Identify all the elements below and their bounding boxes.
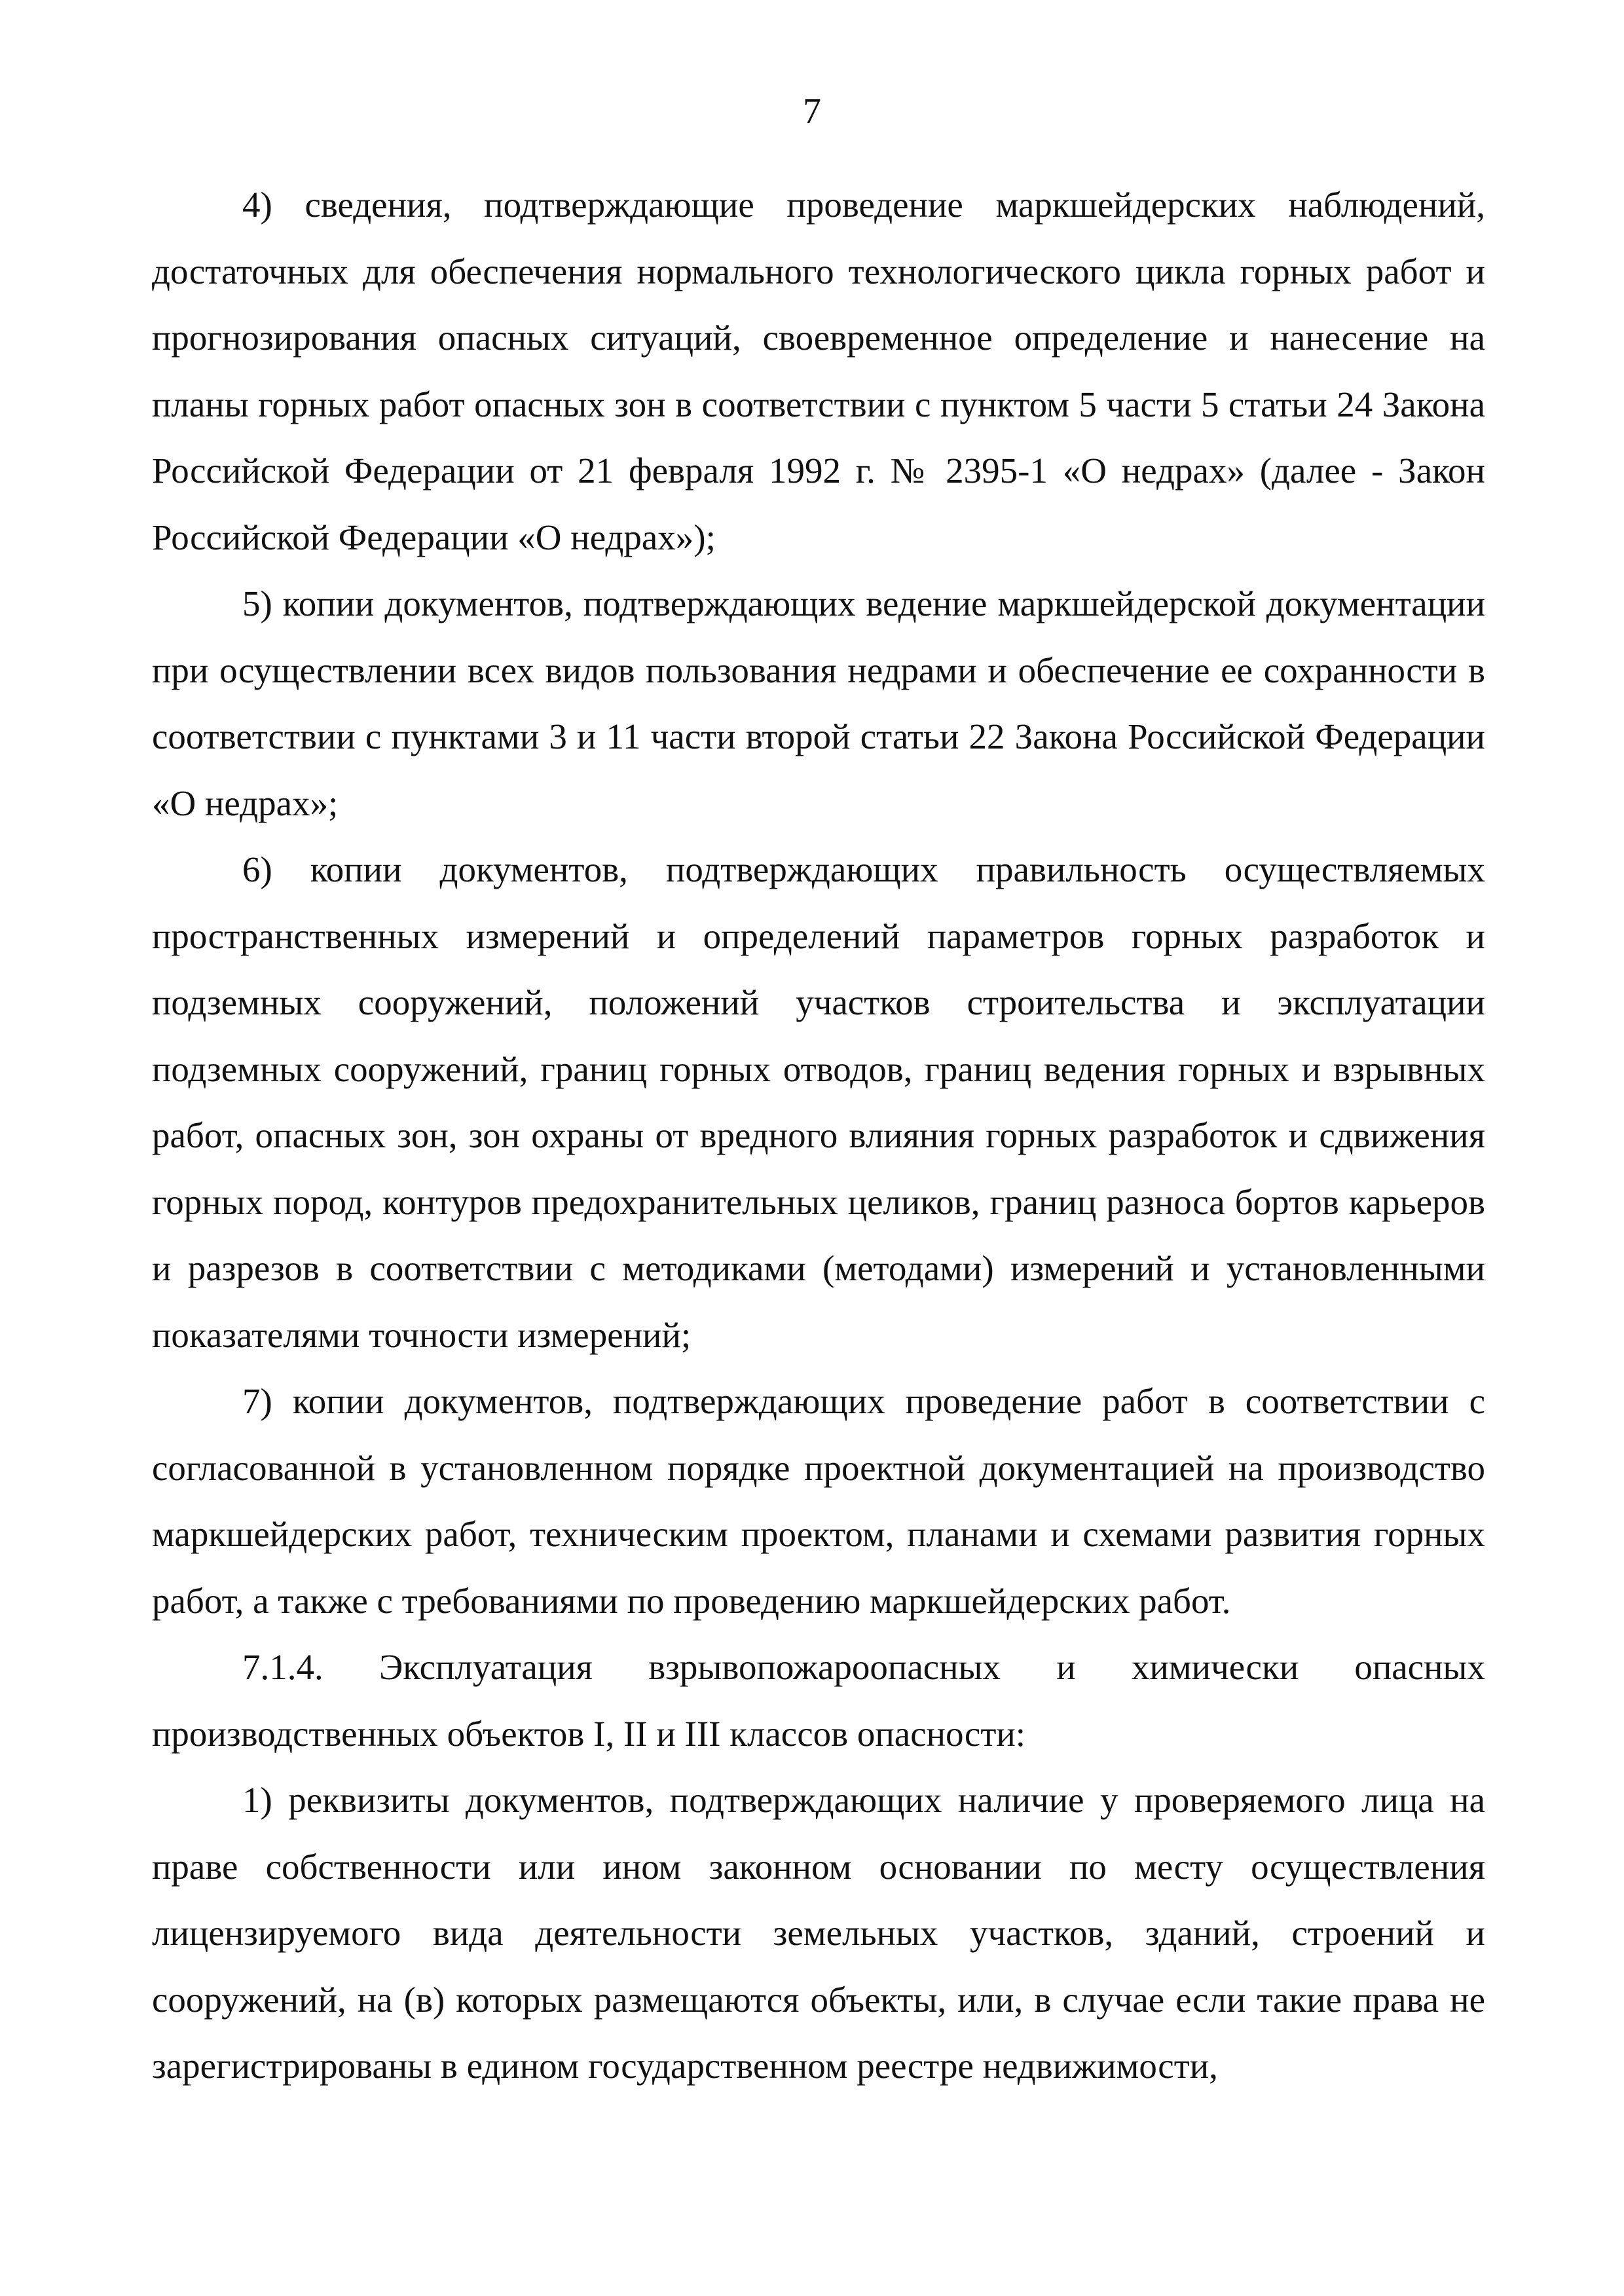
paragraph-item-1: 1) реквизиты документов, подтверждающих наличие у проверяемого лица на праве собственности или ином законном основании по месту осуществления лицензируемого вида деятельности земельных участков, зданий, строений и сооружений, на (в) которых размещаются объекты, или, в случае если такие права не зарегистрированы в едином государственном реестре недвижимости,	[152, 1780, 1485, 2086]
paragraph-item-6: 6) копии документов, подтверждающих правильность осуществляемых пространственных измерений и определений параметров горных разработок и подземных сооружений, положений участков строительства и эксплуатации подземных сооружений, границ горных отводов, границ ведения горных и взрывных работ, опасных зон, зон охраны от вредного влияния горных разработок и сдвижения горных пород, контуров предохранительных целиков, границ разноса бортов карьеров и разрезов в соответствии с методиками (методами) измерений и установленными показателями точности измерений;	[152, 849, 1485, 1355]
paragraph-item-4: 4) сведения, подтверждающие проведение маркшейдерских наблюдений, достаточных для обеспечения нормального технологического цикла горных работ и прогнозирования опасных ситуаций, своевременное определение и нанесение на планы горных работ опасных зон в соответствии с пунктом 5 части 5 статьи 24 Закона Российской Федерации от 21 февраля 1992 г. № 2395-1 «О недрах» (далее - Закон Российской Федерации «О недрах»);	[152, 185, 1485, 557]
paragraph-item-7: 7) копии документов, подтверждающих проведение работ в соответствии с согласованной в установленном порядке проектной документацией на производство маркшейдерских работ, техническим проектом, планами и схемами развития горных работ, а также с требованиями по проведению маркшейдерских работ.	[152, 1381, 1485, 1621]
paragraph-item-5: 5) копии документов, подтверждающих ведение маркшейдерской документации при осуществлении всех видов пользования недрами и обеспечение ее сохранности в соответствии с пунктами 3 и 11 части второй статьи 22 Закона Российской Федерации «О недрах»;	[152, 583, 1485, 823]
section-7-1-4: 7.1.4. Эксплуатация взрывопожароопасных и химически опасных производственных объектов I, II и III классов опасности:	[152, 1647, 1485, 1754]
page-number: 7	[803, 91, 821, 132]
document-body	[152, 172, 1485, 2100]
